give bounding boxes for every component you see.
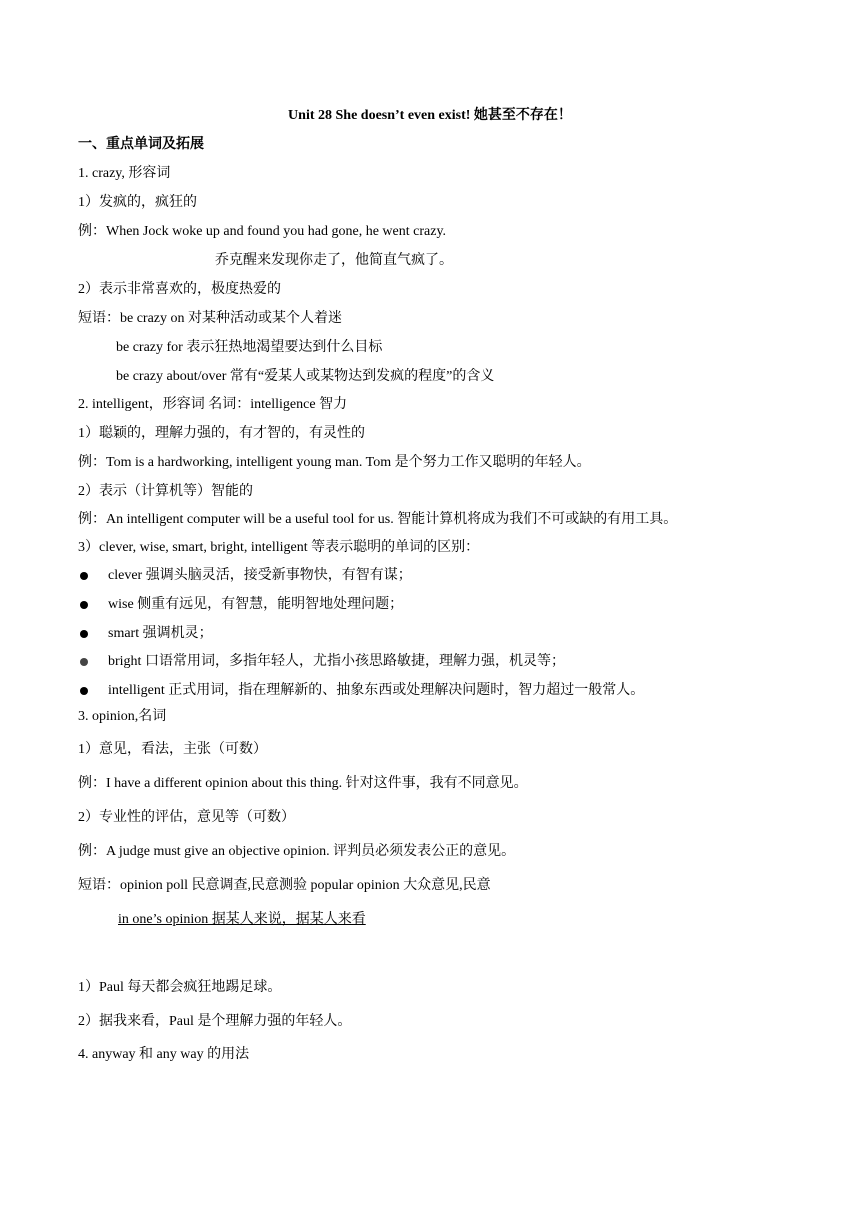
phrase-line: 短语：opinion poll 民意调查,民意测验 popular opinion 大众意见,民意 (78, 878, 491, 893)
vocab-item-intelligent: 2. intelligent，形容词 名词：intelligence 智力 (78, 397, 348, 412)
example-line: 例：Tom is a hardworking, intelligent young man. Tom 是个努力工作又聪明的年轻人。 (78, 455, 591, 470)
phrase-line: in one’s opinion 据某人来说，据某人来看 (118, 912, 366, 927)
definition-line: 1）发疯的，疯狂的 (78, 195, 197, 210)
vocab-item-crazy: 1. crazy, 形容词 (78, 166, 171, 181)
practice-item: 2）据我来看，Paul 是个理解力强的年轻人。 (78, 1014, 352, 1029)
phrase-line: be crazy for 表示狂热地渴望要达到什么目标 (116, 340, 383, 355)
example-line: 例：When Jock woke up and found you had gone, he went crazy. (78, 224, 447, 239)
bullet-item: smart 强调机灵； (108, 626, 213, 641)
vocab-item-anyway: 4. anyway 和 any way 的用法 (78, 1047, 250, 1062)
bullet-icon (80, 630, 88, 638)
example-translation: 乔克醒来发现你走了，他简直气疯了。 (215, 253, 453, 268)
bullet-item: bright 口语常用词，多指年轻人，尤指小孩思路敏捷，理解力强，机灵等； (108, 654, 565, 669)
bullet-item: intelligent 正式用词，指在理解新的、抽象东西或处理解决问题时，智力超过一般常人。 (108, 683, 645, 698)
definition-line: 2）表示（计算机等）智能的 (78, 484, 253, 499)
bullet-icon (80, 658, 88, 666)
example-line: 例：I have a different opinion about this thing. 针对这件事，我有不同意见。 (78, 776, 528, 791)
definition-line: 2）表示非常喜欢的，极度热爱的 (78, 282, 281, 297)
bullet-icon (80, 687, 88, 695)
definition-line: 1）聪颖的，理解力强的，有才智的，有灵性的 (78, 426, 365, 441)
bullet-icon (80, 572, 88, 580)
definition-line: 2）专业性的评估，意见等（可数） (78, 810, 295, 825)
example-line: 例：An intelligent computer will be a useful tool for us. 智能计算机将成为我们不可或缺的有用工具。 (78, 512, 678, 527)
phrase-line: be crazy about/over 常有“爱某人或某物达到发疯的程度”的含义 (116, 369, 495, 384)
definition-line: 1）意见，看法，主张（可数） (78, 742, 267, 757)
section-heading: 一、重点单词及拓展 (78, 137, 204, 152)
page-title: Unit 28 She doesn’t even exist! 她甚至不存在！ (288, 108, 572, 123)
bullet-icon (80, 601, 88, 609)
example-line: 例：A judge must give an objective opinion. 评判员必须发表公正的意见。 (78, 844, 516, 859)
vocab-item-opinion: 3. opinion,名词 (78, 709, 167, 724)
phrase-line: 短语：be crazy on 对某种活动或某个人着迷 (78, 311, 343, 326)
bullet-item: wise 侧重有远见，有智慧，能明智地处理问题； (108, 597, 404, 612)
bullet-item: clever 强调头脑灵活，接受新事物快，有智有谋； (108, 568, 412, 583)
practice-item: 1）Paul 每天都会疯狂地踢足球。 (78, 980, 282, 995)
definition-line: 3）clever, wise, smart, bright, intelligent 等表示聪明的单词的区别： (78, 540, 480, 555)
